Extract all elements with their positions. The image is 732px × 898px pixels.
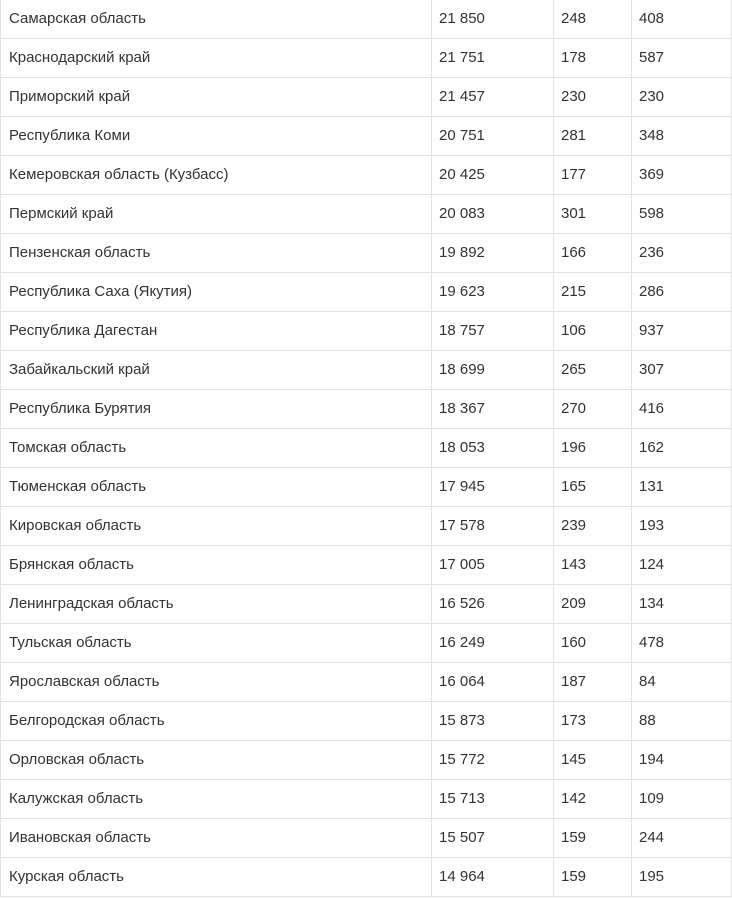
table-row (1, 858, 732, 897)
value-cell-col3: 106 (554, 312, 632, 351)
value-cell-col4: 286 (632, 273, 732, 312)
value-cell-col4: 124 (632, 546, 732, 585)
value-cell-col2: 21 850 (432, 0, 554, 39)
region-cell: Орловская область (1, 741, 432, 780)
region-cell: Краснодарский край (1, 39, 432, 78)
value-cell-col3: 239 (554, 507, 632, 546)
value-cell-col3: 209 (554, 585, 632, 624)
value-cell-col4: 84 (632, 663, 732, 702)
value-cell-col2: 19 623 (432, 273, 554, 312)
value-cell-col3: 173 (554, 702, 632, 741)
value-cell-col2: 21 751 (432, 39, 554, 78)
table-row (1, 585, 732, 624)
value-cell-col2: 20 751 (432, 117, 554, 156)
value-cell-col2: 19 892 (432, 234, 554, 273)
table-row (1, 546, 732, 585)
value-cell-col4: 131 (632, 468, 732, 507)
table-row (1, 195, 732, 234)
value-cell-col2: 15 873 (432, 702, 554, 741)
table-row (1, 468, 732, 507)
table-row (1, 819, 732, 858)
value-cell-col3: 281 (554, 117, 632, 156)
table-body (1, 0, 732, 897)
value-cell-col3: 230 (554, 78, 632, 117)
value-cell-col3: 159 (554, 819, 632, 858)
value-cell-col3: 301 (554, 195, 632, 234)
value-cell-col2: 20 083 (432, 195, 554, 234)
region-cell: Ивановская область (1, 819, 432, 858)
value-cell-col3: 159 (554, 858, 632, 897)
region-cell: Ленинградская область (1, 585, 432, 624)
table-row (1, 702, 732, 741)
region-cell: Кировская область (1, 507, 432, 546)
value-cell-col4: 236 (632, 234, 732, 273)
value-cell-col4: 369 (632, 156, 732, 195)
region-cell: Белгородская область (1, 702, 432, 741)
region-cell: Томская область (1, 429, 432, 468)
table-row (1, 507, 732, 546)
value-cell-col4: 193 (632, 507, 732, 546)
region-cell: Приморский край (1, 78, 432, 117)
value-cell-col4: 109 (632, 780, 732, 819)
table-row (1, 156, 732, 195)
region-cell: Кемеровская область (Кузбасс) (1, 156, 432, 195)
region-cell: Республика Бурятия (1, 390, 432, 429)
value-cell-col2: 18 757 (432, 312, 554, 351)
value-cell-col3: 270 (554, 390, 632, 429)
region-cell: Пензенская область (1, 234, 432, 273)
region-cell: Республика Дагестан (1, 312, 432, 351)
value-cell-col3: 265 (554, 351, 632, 390)
table-row (1, 429, 732, 468)
value-cell-col2: 15 713 (432, 780, 554, 819)
value-cell-col2: 17 578 (432, 507, 554, 546)
region-cell: Ярославская область (1, 663, 432, 702)
value-cell-col2: 17 005 (432, 546, 554, 585)
region-cell: Республика Саха (Якутия) (1, 273, 432, 312)
table-row (1, 273, 732, 312)
value-cell-col3: 215 (554, 273, 632, 312)
value-cell-col4: 88 (632, 702, 732, 741)
value-cell-col2: 16 526 (432, 585, 554, 624)
value-cell-col2: 18 699 (432, 351, 554, 390)
value-cell-col2: 17 945 (432, 468, 554, 507)
table-row (1, 39, 732, 78)
value-cell-col3: 178 (554, 39, 632, 78)
region-cell: Пермский край (1, 195, 432, 234)
value-cell-col2: 20 425 (432, 156, 554, 195)
value-cell-col3: 142 (554, 780, 632, 819)
table-row (1, 117, 732, 156)
table-row (1, 741, 732, 780)
value-cell-col2: 15 772 (432, 741, 554, 780)
value-cell-col4: 194 (632, 741, 732, 780)
value-cell-col3: 145 (554, 741, 632, 780)
value-cell-col3: 248 (554, 0, 632, 39)
region-cell: Тюменская область (1, 468, 432, 507)
value-cell-col2: 16 249 (432, 624, 554, 663)
value-cell-col3: 177 (554, 156, 632, 195)
value-cell-col3: 196 (554, 429, 632, 468)
value-cell-col4: 230 (632, 78, 732, 117)
value-cell-col2: 15 507 (432, 819, 554, 858)
table-row (1, 663, 732, 702)
value-cell-col2: 16 064 (432, 663, 554, 702)
value-cell-col4: 598 (632, 195, 732, 234)
region-cell: Тульская область (1, 624, 432, 663)
value-cell-col4: 348 (632, 117, 732, 156)
table-row (1, 624, 732, 663)
value-cell-col4: 162 (632, 429, 732, 468)
value-cell-col4: 408 (632, 0, 732, 39)
value-cell-col4: 478 (632, 624, 732, 663)
value-cell-col2: 21 457 (432, 78, 554, 117)
value-cell-col4: 307 (632, 351, 732, 390)
value-cell-col3: 143 (554, 546, 632, 585)
value-cell-col4: 587 (632, 39, 732, 78)
region-cell: Калужская область (1, 780, 432, 819)
value-cell-col4: 937 (632, 312, 732, 351)
region-cell: Самарская область (1, 0, 432, 39)
value-cell-col3: 165 (554, 468, 632, 507)
value-cell-col3: 160 (554, 624, 632, 663)
region-cell: Республика Коми (1, 117, 432, 156)
table-row (1, 351, 732, 390)
value-cell-col4: 134 (632, 585, 732, 624)
table-row (1, 780, 732, 819)
value-cell-col2: 18 367 (432, 390, 554, 429)
value-cell-col3: 166 (554, 234, 632, 273)
table-row (1, 0, 732, 39)
table-row (1, 78, 732, 117)
value-cell-col2: 14 964 (432, 858, 554, 897)
region-cell: Брянская область (1, 546, 432, 585)
value-cell-col4: 244 (632, 819, 732, 858)
value-cell-col2: 18 053 (432, 429, 554, 468)
table-row (1, 390, 732, 429)
region-cell: Курская область (1, 858, 432, 897)
value-cell-col4: 195 (632, 858, 732, 897)
value-cell-col3: 187 (554, 663, 632, 702)
region-cell: Забайкальский край (1, 351, 432, 390)
table-row (1, 234, 732, 273)
table-row (1, 312, 732, 351)
value-cell-col4: 416 (632, 390, 732, 429)
